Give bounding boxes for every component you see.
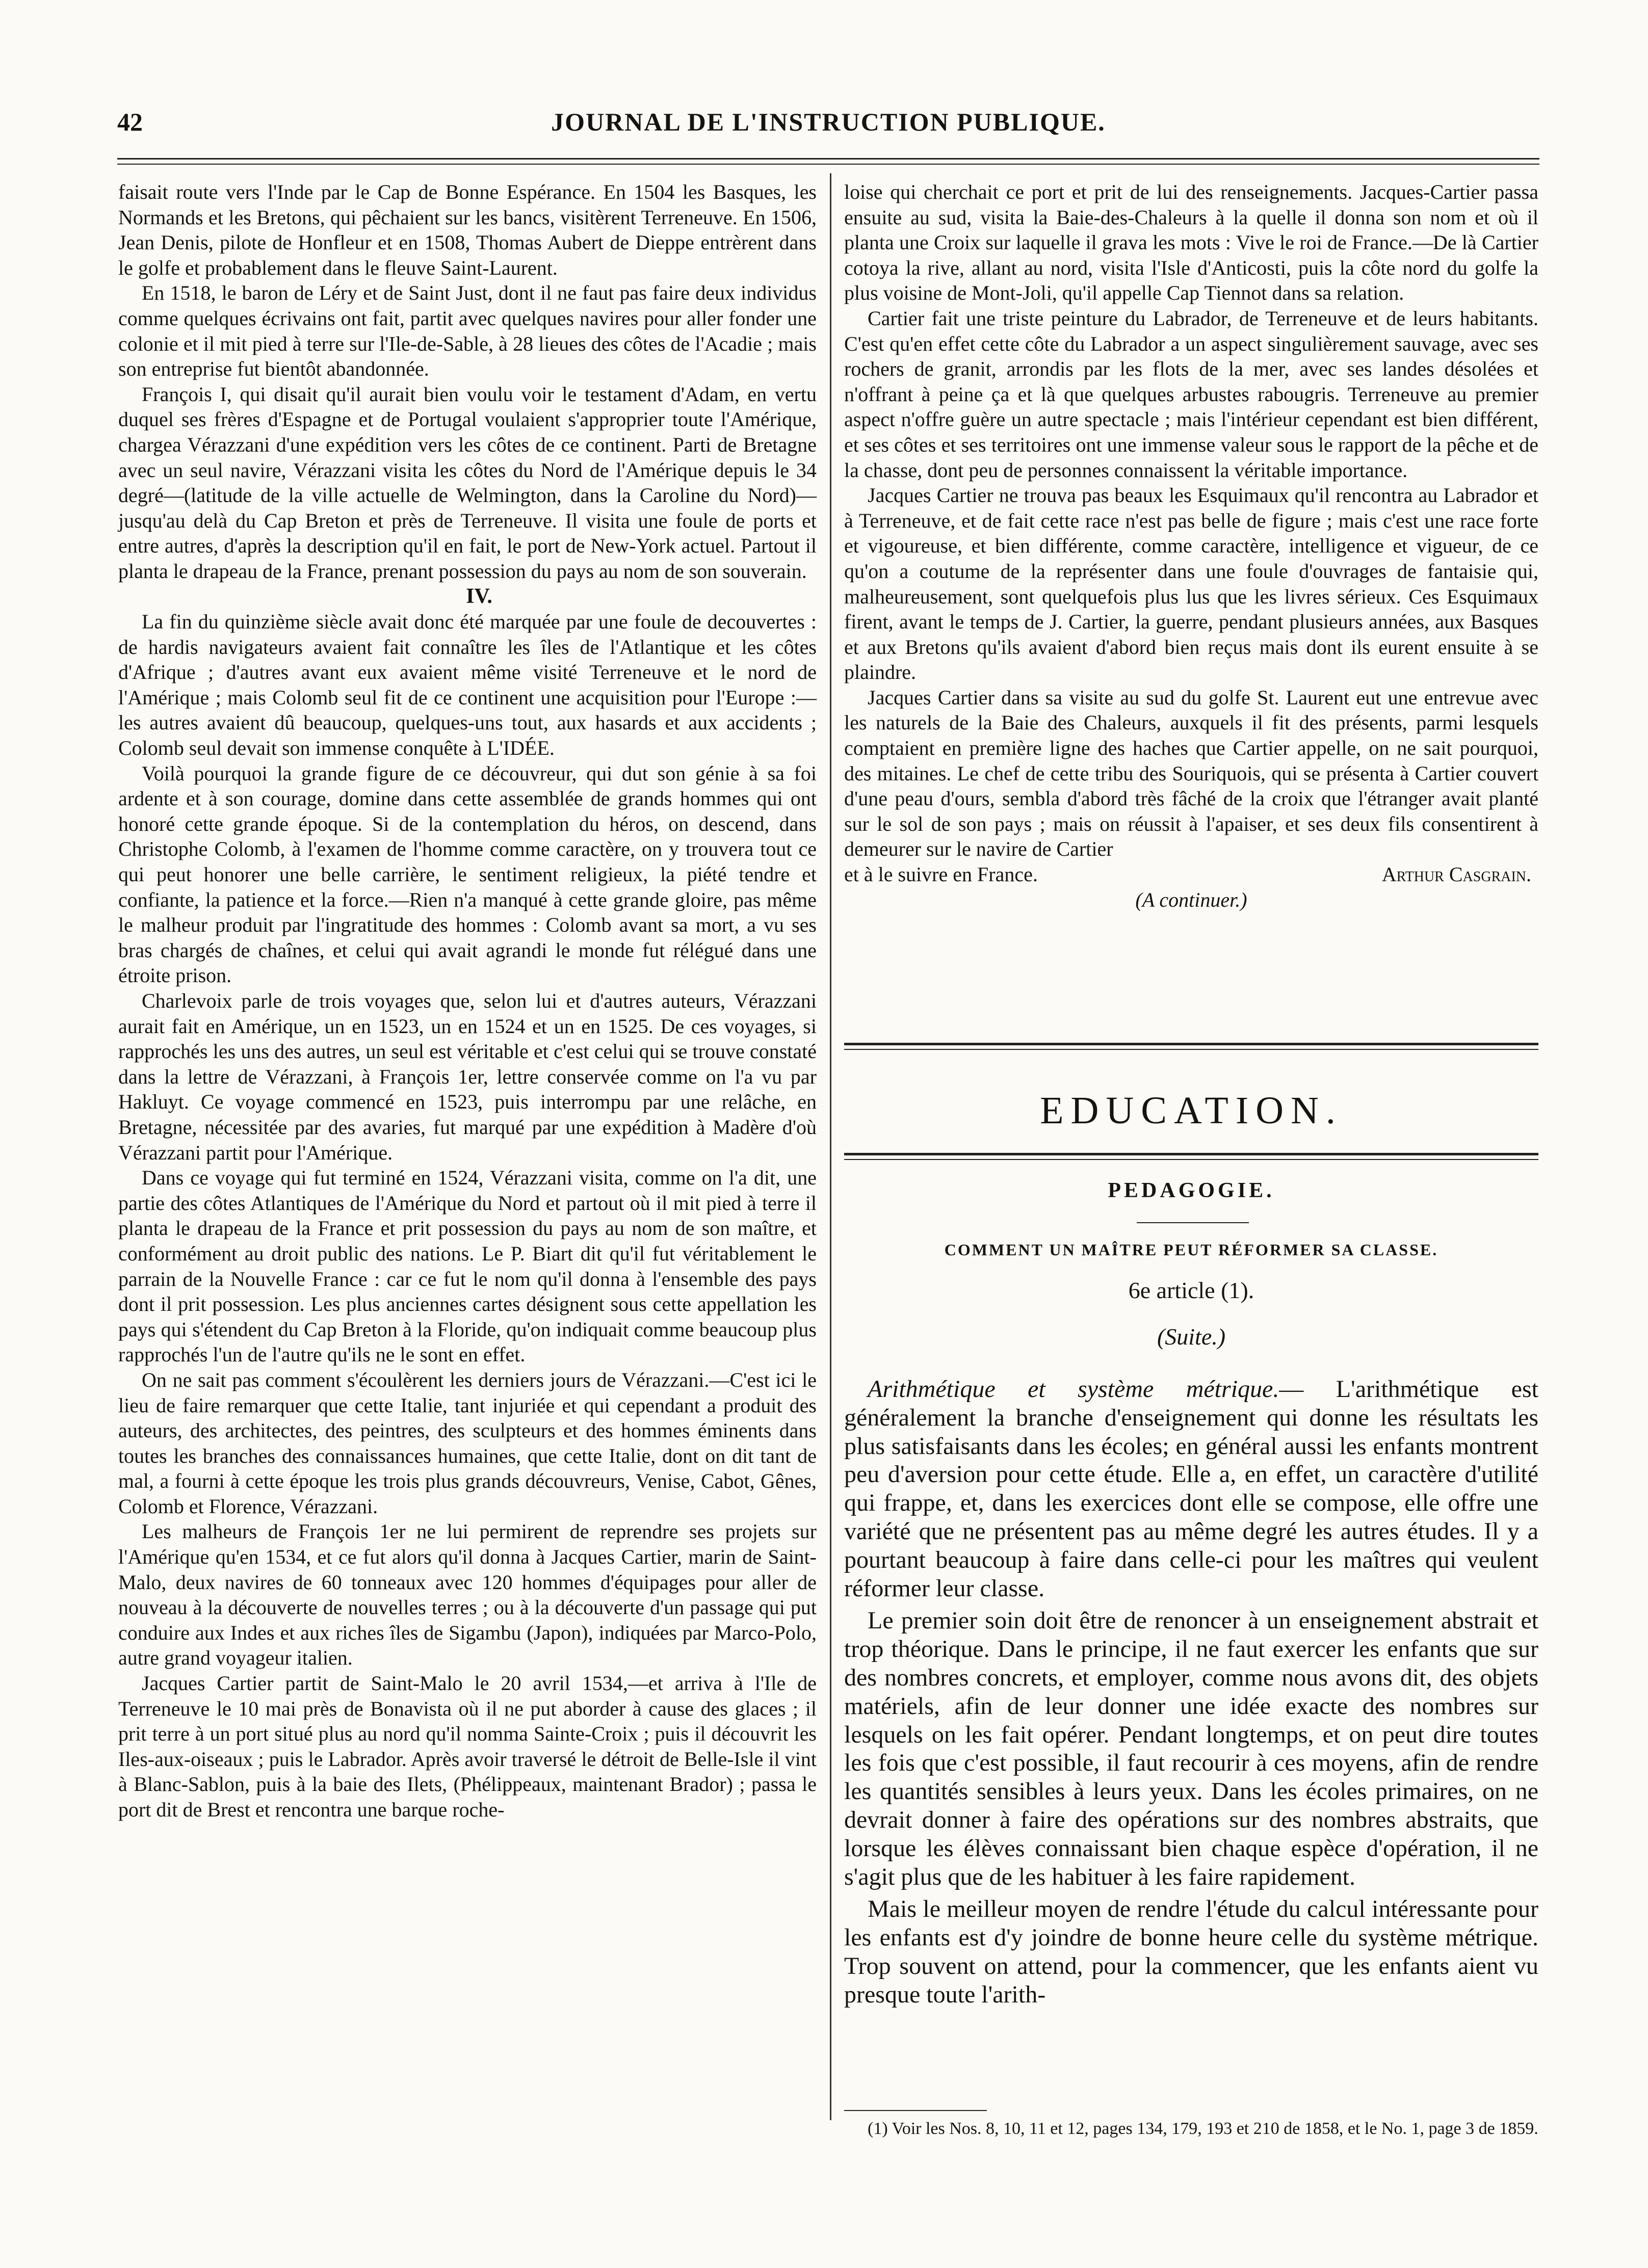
article-title: COMMENT UN MAÎTRE PEUT RÉFORMER SA CLASSE.	[944, 1241, 1438, 1259]
paragraph: La fin du quinzième siècle avait donc été marquée par une foule de decouvertes : de hardis navigateurs avaient fait connaître les îles de l'Atlantique et les côtes d'Afrique ; d'autres avant eux avaient même visité Terreneuve et le nord de l'Amérique ; mais Colomb seul fit de ce continent une acquisition pour l'Europe :—les autres avaient dû beaucoup, quelques-uns tout, aux hasards et aux accidents ; Colomb seul devait son immense conquête à L'IDÉE.	[118, 610, 817, 760]
article-number: 6e article (1).	[1128, 1277, 1254, 1303]
section-rule-thin	[844, 1049, 1538, 1050]
author-name: Arthur Casgrain.	[1381, 863, 1531, 886]
paragraph-text: — L'arithmétique est généralement la branche d'enseignement qui donne les résultats les plus satisfaisants dans les écoles; en général aussi les enfants montrent peu d'aversion pour cette étude. Elle a, en effet, un caractère d'utilité qui frappe, et, dans les exercices dont elle se compose, elle offre une variété que ne présentent pas au même degré les autres études. Il y a pourtant beaucoup à faire dans celle-ci pour les maîtres qui veulent réformer leur classe.	[844, 1376, 1538, 1602]
footnote-rule	[844, 2110, 987, 2111]
paragraph: En 1518, le baron de Léry et de Saint Just, dont il ne faut pas faire deux individus comme quelques écrivains ont fait, partit avec quelques navires pour aller fonder une colonie et il mit pied à terre sur l'Ile-de-Sable, à 28 lieues des côtes de l'Acadie ; mais son entreprise fut bientôt abandonnée.	[118, 281, 817, 381]
section-rule-thick	[844, 1043, 1538, 1045]
paragraph: Jacques Cartier dans sa visite au sud du golfe St. Laurent eut une entrevue avec les naturels de la Baie des Chaleurs, auxquels il fit des présents, parmi lesquels comptaient en première ligne des haches que Cartier appelle, on ne sait pourquoi, des mitaines. Le chef de cette tribu des Souriquois, qui se présenta à Cartier couvert d'une peau d'ours, sembla d'abord très fâché de la croix que l'étranger avait planté sur le sol de son pays ; mais on réussit à l'apaiser, et ses deux fils consentirent à demeurer sur le navire de Cartier	[844, 685, 1538, 861]
pedagogie-rule	[1137, 1222, 1249, 1223]
paragraph: Charlevoix parle de trois voyages que, selon lui et d'autres auteurs, Vérazzani aurait fait en Amérique, un en 1523, un en 1524 et un en 1525. De ces voyages, si rapprochés les uns des autres, un seul est véritable et c'est celui qui se trouve constaté dans la lettre de Vérazzani, à François 1er, lettre conservée comme on l'a vu par Hakluyt. Ce voyage commencé en 1523, puis interrompu par une relâche, en Bretagne, nécessitée par des avaries, fut marqué par une expédition à Madère d'où Vérazzani partit pour l'Amérique.	[118, 989, 817, 1164]
signature-line	[844, 862, 1538, 887]
paragraph	[844, 1375, 1538, 1602]
article-suite: (Suite.)	[1157, 1324, 1226, 1350]
left-column	[118, 179, 817, 1823]
column-separator	[830, 173, 831, 2120]
paragraph: Voilà pourquoi la grande figure de ce découvreur, qui dut son génie à sa foi ardente et à son courage, domine dans cette assemblée de grands hommes qui ont honoré cette grande époque. Si de la contemplation du héros, on descend, dans Christophe Colomb, à l'examen de l'homme comme caractère, on y trouvera tout ce qui peut honorer une belle carrière, le sentiment religieux, la piété tendre et confiante, la patience et la force.—Rien n'a manqué à cette grande gloire, pas même le malheur produit par l'ingratitude des hommes : Colomb avant sa mort, a vu ses bras chargés de chaînes, et celui qui avait agrandi le monde fut rélégué dans une étroite prison.	[118, 761, 817, 987]
header-rule	[117, 158, 1539, 165]
education-rule-thin	[844, 1159, 1538, 1160]
section-number: IV.	[466, 584, 492, 608]
footnote	[844, 2118, 1538, 2139]
pedagogie-heading: PEDAGOGIE.	[1108, 1179, 1275, 1202]
paragraph: Dans ce voyage qui fut terminé en 1524, Vérazzani visita, comme on l'a dit, une partie des côtes Atlantiques de l'Amérique du Nord et partout où il mit pied à terre il planta le drapeau de la France et prit possession du pays au nom de son maître, et conformément au droit public des nations. Le P. Biart dit qu'il fut véritablement le parrain de la Nouvelle France : car ce fut le nom qu'il donna à l'ensemble des pays dont il prit possession. Les plus anciennes cartes désignent sous cette appellation les pays qui s'étendent du Cap Breton à la Floride, qu'on indiquait comme beaucoup plus rapprochés l'un de l'autre qu'ils ne le sont en effet.	[118, 1166, 817, 1366]
paragraph: Jacques Cartier partit de Saint-Malo le 20 avril 1534,—et arriva à l'Ile de Terreneuve le 10 mai près de Bonavista où il ne put aborder à cause des glaces ; il prit terre à un port situé plus au nord qu'il nomma Sainte-Croix ; puis il découvrit les Iles-aux-oiseaux ; puis le Labrador. Après avoir traversé le détroit de Belle-Isle il vint à Blanc-Sablon, puis à la baie des Ilets, (Phélippeaux, maintenant Brador) ; passa le port dit de Brest et rencontra une barque roche-	[118, 1672, 817, 1821]
page-number: 42	[117, 108, 143, 136]
paragraph: Cartier fait une triste peinture du Labrador, de Terreneuve et de leurs habitants. C'est qu'en effet cette côte du Labrador a un aspect singulièrement sauvage, avec ses rochers de granit, arrondis par les flots de la mer, avec ses landes désolées et n'offrant à peine ça et là que quelques arbustes rabougris. Terreneuve au premier aspect n'offre guère un autre spectacle ; mais l'intérieur cependant est bien différent, et ses côtes et ses territoires ont une immense valeur sous le rapport de la pêche et de la chasse, dont peu de personnes connaissent la véritable importance.	[844, 306, 1538, 482]
footnote-text: (1) Voir les Nos. 8, 10, 11 et 12, pages 134, 179, 193 et 210 de 1858, et le No. 1, page 3 de 1859.	[868, 2119, 1538, 2138]
paragraph: Le premier soin doit être de renoncer à un enseignement abstrait et trop théorique. Dans le principe, il ne faut exercer les enfants que sur des nombres concrets, et employer, comme nous avons dit, des objets matériels, afin de leur donner une idée exacte des nombres sur lesquels on les fait opérer. Pendant longtemps, et on peut dire toutes les fois que c'est possible, il faut recourir à ces moyens, afin de rendre les quantités sensibles à leurs yeux. Dans les écoles primaires, on ne devrait donner à faire des opérations sur des nombres abstraits, que lorsque les élèves connaissant bien chaque espèce d'opération, il ne s'agit plus que de les habituer à les faire rapidement.	[844, 1607, 1538, 1890]
paragraph: François I, qui disait qu'il aurait bien voulu voir le testament d'Adam, en vertu duquel ses frères d'Espagne et de Portugal voulaient s'approprier toute l'Amérique, chargea Vérazzani d'une expédition vers les côtes de ce continent. Parti de Bretagne avec un seul navire, Vérazzani visita les côtes du Nord de l'Amérique depuis le 34 degré—(latitude de la ville actuelle de Welmington, dans la Caroline du Nord)—jusqu'au delà du Cap Breton et près de Terreneuve. Il visita une foule de ports et entre autres, d'après la description qu'il en fait, le port de New-York actuel. Partout il planta le drapeau de la France, prenant possession du pays au nom de son souverain.	[118, 382, 817, 583]
lead-phrase: Arithmétique et système métrique.	[868, 1376, 1279, 1403]
right-column-top	[844, 179, 1538, 912]
running-head	[117, 107, 1539, 148]
paragraph: loise qui cherchait ce port et prit de lui des renseignements. Jacques-Cartier passa ensuite au sud, visita la Baie-des-Chaleurs à la quelle il donna son nom et où il planta une Croix sur laquelle il grava les mots : Vive le roi de France.—De là Cartier cotoya la rive, allant au nord, visita l'Isle d'Anticosti, puis la côte nord du golfe la plus voisine de Mont-Joli, qu'il appelle Cap Tiennot dans sa relation.	[844, 180, 1538, 305]
paragraph: On ne sait pas comment s'écoulèrent les derniers jours de Vérazzani.—C'est ici le lieu de faire remarquer que cette Italie, tant injuriée et qui cependant a produit des auteurs, des architectes, des peintres, des sculpteurs et des hommes éminents dans toutes les branches des connaissances humaines, que cette Italie, dont on dit tant de mal, a fourni à cette époque les trois plus grands découvreurs, Venise, Cabot, Gênes, Colomb et Florence, Vérazzani.	[118, 1368, 817, 1518]
education-rule-thick	[844, 1153, 1538, 1155]
paragraph: faisait route vers l'Inde par le Cap de Bonne Espérance. En 1504 les Basques, les Normands et les Bretons, qui pêchaient sur les bancs, visitèrent Terreneuve. En 1506, Jean Denis, pilote de Honfleur et en 1508, Thomas Aubert de Dieppe entrèrent dans le golfe et probablement dans le fleuve Saint-Laurent.	[118, 180, 817, 279]
continued-note: (A continuer.)	[1135, 888, 1247, 911]
article-body	[844, 1375, 1538, 2013]
paragraph: Jacques Cartier ne trouva pas beaux les Esquimaux qu'il rencontra au Labrador et à Terreneuve, et de fait cette race n'est pas belle de figure ; mais c'est une race forte et vigoureuse, et bien différente, comme caractère, intelligence et vigueur, de ce qu'on a coutume de la représenter dans une foule d'ouvrages de fantaisie qui, malheureusement, sont quelquefois plus lus que les livres sérieux. Ces Esquimaux firent, avant le temps de J. Cartier, la guerre, pendant plusieurs années, aux Basques et aux Bretons qu'ils avaient d'abord bien reçus mais dont ils eurent ensuite à se plaindre.	[844, 484, 1538, 684]
last-line: et à le suivre en France.	[844, 863, 1038, 886]
education-heading: EDUCATION.	[1040, 1089, 1343, 1132]
journal-title: JOURNAL DE L'INSTRUCTION PUBLIQUE.	[551, 108, 1106, 136]
paragraph: Les malheurs de François 1er ne lui permirent de reprendre ses projets sur l'Amérique qu'en 1534, et ce fut alors qu'il donna à Jacques Cartier, marin de Saint-Malo, deux navires de 60 tonneaux avec 120 hommes d'équipages pour aller de nouveau à la découverte de nouvelles terres ; ou à la découverte d'un passage qui put conduire aux Indes et aux riches îles de Sigambu (Japon), indiquées par Marco-Polo, autre grand voyageur italien.	[118, 1520, 817, 1670]
paragraph: Mais le meilleur moyen de rendre l'étude du calcul intéressante pour les enfants est d'y joindre de bonne heure celle du système métrique. Trop souvent on attend, pour la commencer, que les enfants aient vu presque toute l'arith-	[844, 1895, 1538, 2008]
